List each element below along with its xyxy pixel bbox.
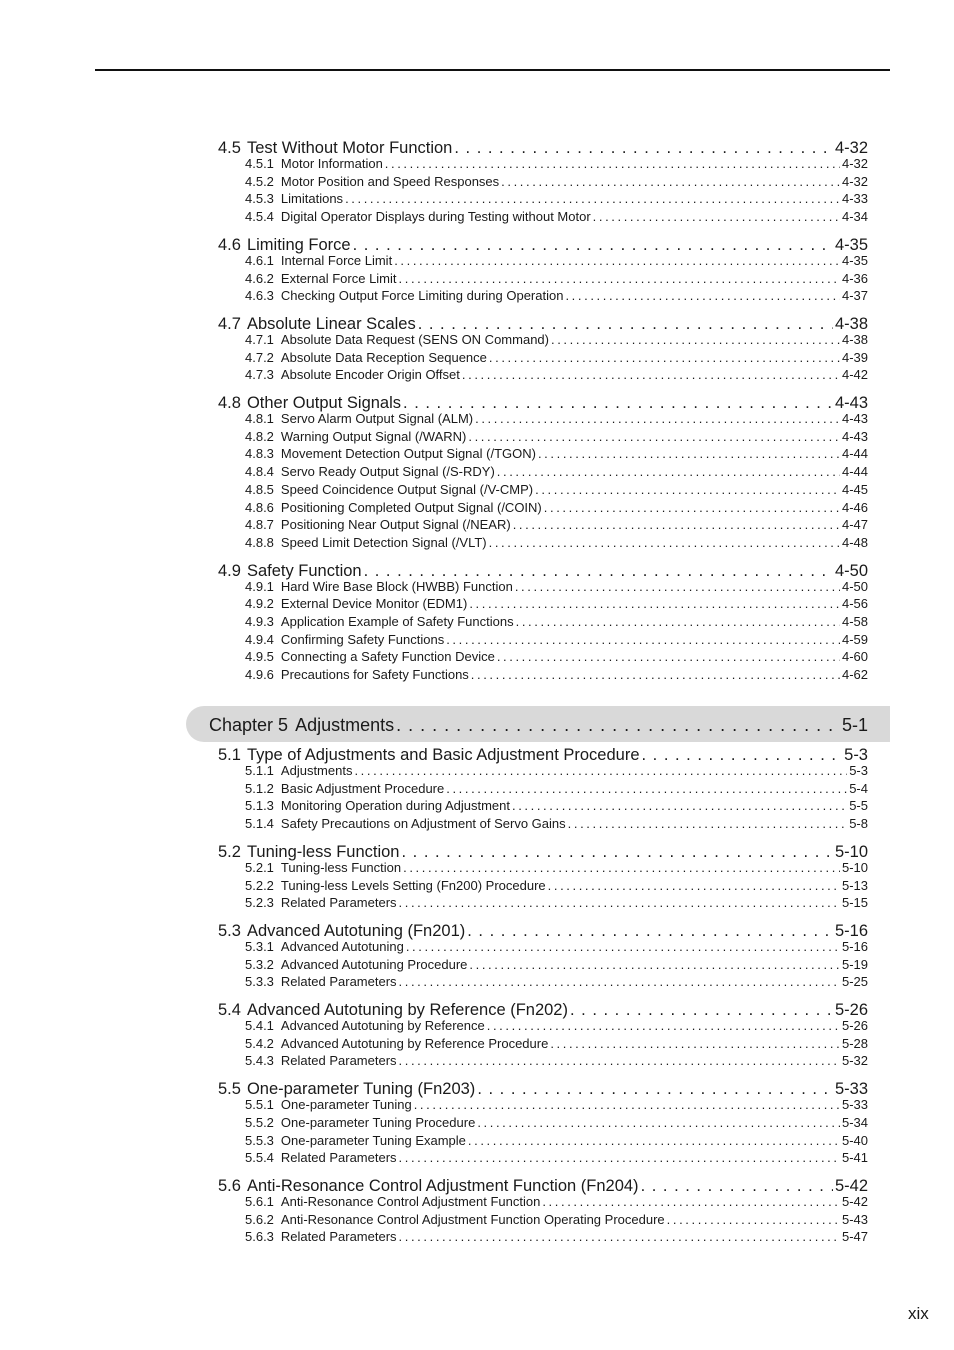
dot-leader bbox=[487, 1018, 840, 1034]
entry-page: 4-59 bbox=[841, 631, 868, 647]
entry-page: 5-42 bbox=[834, 1176, 868, 1195]
dot-leader bbox=[475, 411, 840, 427]
entry-title: One-parameter Tuning (Fn203) bbox=[246, 1080, 476, 1099]
entry-title: Related Parameters bbox=[280, 1150, 397, 1166]
entry-page: 5-34 bbox=[841, 1114, 868, 1130]
toc-subsection-entry[interactable] bbox=[245, 190, 868, 207]
entry-number: 4.8 bbox=[218, 394, 241, 412]
entry-number: 5.6.3 bbox=[245, 1229, 274, 1245]
entry-title: Movement Detection Output Signal (/TGON) bbox=[280, 446, 536, 462]
entry-title: Absolute Linear Scales bbox=[246, 314, 416, 333]
entry-title: Application Example of Safety Functions bbox=[280, 614, 514, 629]
entry-number: 4.8.1 bbox=[245, 411, 274, 426]
entry-title: Absolute Data Request (SENS ON Command) bbox=[280, 331, 549, 347]
entry-number: 5.2.3 bbox=[245, 895, 274, 911]
toc-subsection-entry[interactable] bbox=[245, 1035, 868, 1052]
dot-leader bbox=[497, 649, 840, 665]
entry-page: 5-3 bbox=[844, 746, 868, 764]
toc-subsection-entry[interactable] bbox=[245, 252, 868, 269]
entry-title: One-parameter Tuning bbox=[280, 1097, 412, 1113]
entry-title: Absolute Encoder Origin Offset bbox=[280, 367, 460, 383]
entry-page: 4-38 bbox=[841, 331, 868, 347]
entry-number: 4.5.3 bbox=[245, 191, 274, 207]
dot-leader bbox=[354, 763, 847, 779]
toc-subsection-entry[interactable] bbox=[245, 613, 868, 630]
entry-page: 4-37 bbox=[841, 288, 868, 304]
toc-chapter-entry[interactable] bbox=[209, 712, 868, 736]
entry-page: 4-39 bbox=[841, 349, 868, 365]
entry-title: Positioning Completed Output Signal (/COIN) bbox=[280, 499, 542, 515]
entry-page: 4-36 bbox=[841, 270, 868, 286]
dot-leader bbox=[489, 535, 840, 551]
toc-subsection-entry[interactable] bbox=[245, 666, 868, 683]
entry-page: 5-42 bbox=[841, 1193, 868, 1209]
entry-title: Tuning-less Levels Setting (Fn200) Procedure bbox=[280, 877, 546, 893]
toc-subsection-entry[interactable] bbox=[245, 173, 868, 190]
entry-title: Tuning-less Function bbox=[246, 842, 400, 861]
dot-leader bbox=[497, 464, 840, 480]
entry-number: 4.9.6 bbox=[245, 667, 274, 683]
entry-title: Anti-Resonance Control Adjustment Function (Fn204) bbox=[246, 1176, 639, 1195]
entry-title: Safety Precautions on Adjustment of Servo Gains bbox=[280, 816, 566, 832]
entry-page: 4-44 bbox=[841, 464, 868, 480]
entry-title: Advanced Autotuning by Reference (Fn202) bbox=[246, 1001, 568, 1019]
toc-subsection-entry[interactable] bbox=[245, 1052, 868, 1069]
entry-page: 4-56 bbox=[841, 596, 868, 612]
entry-title: Monitoring Operation during Adjustment bbox=[280, 798, 510, 814]
toc-subsection-entry[interactable] bbox=[245, 780, 868, 797]
entry-number: 5.3 bbox=[218, 921, 241, 940]
entry-number: 4.7.2 bbox=[245, 349, 274, 365]
dot-leader bbox=[394, 253, 840, 269]
entry-page: 4-50 bbox=[834, 561, 868, 580]
toc-subsection-entry[interactable] bbox=[245, 1017, 868, 1034]
entry-title: Motor Position and Speed Responses bbox=[280, 173, 500, 189]
entry-title: Servo Ready Output Signal (/S-RDY) bbox=[280, 464, 495, 480]
toc-subsection-entry[interactable] bbox=[245, 155, 868, 172]
toc-subsection-entry[interactable] bbox=[245, 366, 868, 383]
entry-page: 5-47 bbox=[841, 1229, 868, 1245]
toc-subsection-entry[interactable] bbox=[245, 1211, 868, 1228]
entry-page: 4-33 bbox=[841, 191, 868, 207]
entry-number: 4.9.1 bbox=[245, 578, 274, 594]
dot-leader bbox=[538, 446, 840, 462]
toc-subsection-entry[interactable] bbox=[245, 516, 868, 533]
entry-page: 4-38 bbox=[834, 314, 868, 333]
entry-title: External Force Limit bbox=[280, 270, 397, 286]
entry-page: 4-42 bbox=[841, 367, 868, 383]
entry-page: 5-10 bbox=[841, 859, 868, 875]
entry-number: 4.7.1 bbox=[245, 331, 274, 347]
entry-title: One-parameter Tuning Procedure bbox=[280, 1114, 476, 1130]
entry-number: 4.6.1 bbox=[245, 252, 274, 268]
entry-page: 5-43 bbox=[841, 1211, 868, 1227]
dot-leader bbox=[403, 860, 840, 876]
entry-page: 5-26 bbox=[834, 1001, 868, 1019]
entry-title: Precautions for Safety Functions bbox=[280, 667, 469, 683]
toc-subsection-entry[interactable] bbox=[245, 1228, 868, 1245]
entry-page: 5-33 bbox=[841, 1097, 868, 1113]
dot-leader bbox=[399, 895, 840, 911]
entry-number: 4.8.4 bbox=[245, 464, 274, 480]
toc-subsection-entry[interactable] bbox=[245, 1114, 868, 1131]
toc-subsection-entry[interactable] bbox=[245, 1193, 868, 1210]
entry-title: Servo Alarm Output Signal (ALM) bbox=[280, 411, 474, 426]
entry-number: 5.3.2 bbox=[245, 956, 274, 972]
entry-number: 5.3.3 bbox=[245, 974, 274, 990]
dot-leader bbox=[516, 614, 840, 630]
dot-leader bbox=[406, 939, 840, 955]
entry-number: 5.5.1 bbox=[245, 1097, 274, 1113]
entry-page: 5-15 bbox=[841, 895, 868, 911]
entry-number: 5.3.1 bbox=[245, 938, 274, 954]
entry-title: Advanced Autotuning bbox=[280, 938, 404, 954]
entry-number: 5.5.2 bbox=[245, 1114, 274, 1130]
dot-leader bbox=[399, 974, 840, 990]
dot-leader bbox=[513, 517, 840, 533]
toc-subsection-entry[interactable] bbox=[245, 481, 868, 498]
dot-leader bbox=[535, 482, 840, 498]
entry-title: Adjustments bbox=[280, 763, 353, 778]
entry-number: 5.6 bbox=[218, 1176, 241, 1195]
dot-leader bbox=[468, 1133, 840, 1149]
entry-number: 4.5.1 bbox=[245, 156, 274, 171]
chapter-title: Adjustments bbox=[295, 715, 395, 735]
entry-title: Connecting a Safety Function Device bbox=[280, 649, 495, 665]
dot-leader bbox=[551, 332, 840, 348]
dot-leader bbox=[568, 816, 848, 832]
entry-number: 5.5.3 bbox=[245, 1132, 274, 1148]
entry-number: 5.2.2 bbox=[245, 877, 274, 893]
entry-title: Related Parameters bbox=[280, 1229, 397, 1245]
entry-title: Related Parameters bbox=[280, 974, 397, 990]
toc-subsection-entry[interactable] bbox=[245, 815, 868, 832]
entry-number: 4.6.2 bbox=[245, 270, 274, 286]
entry-number: 5.4.2 bbox=[245, 1035, 274, 1051]
dot-leader bbox=[468, 429, 840, 445]
entry-number: 4.5.2 bbox=[245, 173, 274, 189]
dot-leader bbox=[550, 1036, 840, 1052]
entry-number: 5.6.1 bbox=[245, 1193, 274, 1209]
entry-number: 5.4.1 bbox=[245, 1018, 274, 1033]
entry-title: Speed Limit Detection Signal (/VLT) bbox=[280, 534, 487, 550]
entry-title: Advanced Autotuning Procedure bbox=[280, 956, 468, 972]
entry-number: 4.9.3 bbox=[245, 614, 274, 629]
dot-leader bbox=[345, 191, 840, 207]
dot-leader bbox=[593, 209, 840, 225]
dot-leader bbox=[565, 288, 840, 304]
chapter-page: 5-1 bbox=[841, 715, 868, 735]
entry-number: 4.7.3 bbox=[245, 367, 274, 383]
toc-subsection-entry[interactable] bbox=[245, 877, 868, 894]
entry-page: 5-19 bbox=[841, 956, 868, 972]
entry-page: 4-43 bbox=[841, 428, 868, 444]
entry-number: 5.1.1 bbox=[245, 763, 274, 778]
dot-leader bbox=[477, 1115, 840, 1131]
entry-title: Warning Output Signal (/WARN) bbox=[280, 428, 467, 444]
dot-leader bbox=[489, 350, 840, 366]
entry-page: 4-32 bbox=[834, 139, 868, 157]
entry-number: 4.8.7 bbox=[245, 517, 274, 533]
entry-title: Confirming Safety Functions bbox=[280, 631, 445, 647]
toc-subsection-entry[interactable] bbox=[245, 463, 868, 480]
entry-page: 4-43 bbox=[841, 411, 868, 426]
entry-title: Checking Output Force Limiting during Operation bbox=[280, 288, 564, 304]
entry-number: 5.1.4 bbox=[245, 816, 274, 832]
entry-number: 4.8.6 bbox=[245, 499, 274, 515]
toc-subsection-entry[interactable] bbox=[245, 648, 868, 665]
dot-leader bbox=[501, 174, 840, 190]
entry-page: 4-50 bbox=[841, 578, 868, 594]
dot-leader bbox=[471, 667, 840, 683]
entry-page: 5-5 bbox=[849, 798, 868, 814]
entry-title: Advanced Autotuning by Reference bbox=[280, 1018, 485, 1033]
entry-title: Type of Adjustments and Basic Adjustment Procedure bbox=[246, 746, 640, 764]
entry-title: External Device Monitor (EDM1) bbox=[280, 596, 468, 612]
entry-title: Limiting Force bbox=[246, 235, 351, 254]
entry-page: 4-44 bbox=[841, 446, 868, 462]
entry-page: 4-32 bbox=[841, 156, 868, 171]
dot-leader bbox=[469, 957, 840, 973]
entry-page: 4-47 bbox=[841, 517, 868, 533]
entry-title: One-parameter Tuning Example bbox=[280, 1132, 466, 1148]
dot-leader bbox=[542, 1194, 840, 1210]
toc-subsection-entry[interactable] bbox=[245, 578, 868, 595]
chapter-label: Chapter 5 bbox=[209, 715, 289, 735]
toc-subsection-entry[interactable] bbox=[245, 956, 868, 973]
entry-number: 4.5.4 bbox=[245, 209, 274, 225]
toc-subsection-entry[interactable] bbox=[245, 595, 868, 612]
entry-page: 5-3 bbox=[849, 763, 868, 778]
entry-number: 5.6.2 bbox=[245, 1211, 274, 1227]
entry-page: 5-13 bbox=[841, 877, 868, 893]
entry-title: Test Without Motor Function bbox=[246, 139, 453, 157]
entry-title: Positioning Near Output Signal (/NEAR) bbox=[280, 517, 511, 533]
toc-subsection-entry[interactable] bbox=[245, 938, 868, 955]
toc-subsection-entry[interactable] bbox=[245, 445, 868, 462]
dot-leader bbox=[396, 714, 840, 736]
entry-title: Motor Information bbox=[280, 156, 383, 171]
dot-leader bbox=[414, 1097, 840, 1113]
entry-page: 4-35 bbox=[834, 235, 868, 254]
entry-number: 4.5 bbox=[218, 139, 241, 157]
entry-page: 5-16 bbox=[841, 938, 868, 954]
toc-subsection-entry[interactable] bbox=[245, 410, 868, 427]
toc-subsection-entry[interactable] bbox=[245, 1132, 868, 1149]
toc-subsection-entry[interactable] bbox=[245, 894, 868, 911]
dot-leader bbox=[544, 500, 840, 516]
entry-page: 4-62 bbox=[841, 667, 868, 683]
toc-subsection-entry[interactable] bbox=[245, 973, 868, 990]
entry-page: 5-10 bbox=[834, 842, 868, 861]
entry-page: 5-41 bbox=[841, 1150, 868, 1166]
toc-subsection-entry[interactable] bbox=[245, 631, 868, 648]
entry-number: 5.1 bbox=[218, 746, 241, 764]
dot-leader bbox=[446, 781, 847, 797]
entry-page: 4-43 bbox=[834, 394, 868, 412]
toc-subsection-entry[interactable] bbox=[245, 208, 868, 225]
dot-leader bbox=[399, 271, 840, 287]
dot-leader bbox=[469, 596, 840, 612]
entry-title: Related Parameters bbox=[280, 1053, 397, 1069]
entry-title: Limitations bbox=[280, 191, 344, 207]
dot-leader bbox=[515, 579, 840, 595]
entry-title: Anti-Resonance Control Adjustment Function bbox=[280, 1193, 541, 1209]
entry-page: 4-48 bbox=[841, 534, 868, 550]
page-number: xix bbox=[908, 1304, 929, 1323]
entry-page: 4-46 bbox=[841, 499, 868, 515]
entry-number: 5.5 bbox=[218, 1080, 241, 1099]
toc-subsection-entry[interactable] bbox=[245, 287, 868, 304]
toc-subsection-entry[interactable] bbox=[245, 797, 868, 814]
toc-subsection-entry[interactable] bbox=[245, 428, 868, 445]
toc-subsection-entry[interactable] bbox=[245, 1149, 868, 1166]
entry-title: Basic Adjustment Procedure bbox=[280, 780, 445, 796]
entry-title: Other Output Signals bbox=[246, 394, 402, 412]
entry-title: Advanced Autotuning (Fn201) bbox=[246, 921, 466, 940]
entry-number: 4.6.3 bbox=[245, 288, 274, 304]
entry-page: 5-4 bbox=[849, 780, 868, 796]
entry-page: 5-16 bbox=[834, 921, 868, 940]
dot-leader bbox=[399, 1053, 840, 1069]
entry-title: Speed Coincidence Output Signal (/V-CMP) bbox=[280, 481, 534, 497]
toc-subsection-entry[interactable] bbox=[245, 331, 868, 348]
toc-subsection-entry[interactable] bbox=[245, 859, 868, 876]
dot-leader bbox=[446, 632, 840, 648]
entry-number: 4.8.3 bbox=[245, 446, 274, 462]
entry-number: 5.2.1 bbox=[245, 859, 274, 875]
entry-number: 4.9.4 bbox=[245, 631, 274, 647]
entry-page: 4-45 bbox=[841, 481, 868, 497]
entry-title: Safety Function bbox=[246, 561, 362, 580]
entry-number: 4.8.2 bbox=[245, 428, 274, 444]
entry-title: Absolute Data Reception Sequence bbox=[280, 349, 487, 365]
dot-leader bbox=[462, 367, 840, 383]
entry-page: 4-35 bbox=[841, 252, 868, 268]
dot-leader bbox=[385, 156, 840, 172]
dot-leader bbox=[548, 878, 840, 894]
entry-title: Digital Operator Displays during Testing without Motor bbox=[280, 209, 591, 225]
entry-number: 4.9.5 bbox=[245, 649, 274, 665]
entry-page: 5-32 bbox=[841, 1053, 868, 1069]
toc-subsection-entry[interactable] bbox=[245, 499, 868, 516]
dot-leader bbox=[512, 798, 847, 814]
dot-leader bbox=[667, 1212, 840, 1228]
entry-page: 5-33 bbox=[834, 1080, 868, 1099]
entry-page: 5-8 bbox=[849, 816, 868, 832]
entry-page: 5-40 bbox=[841, 1132, 868, 1148]
entry-title: Hard Wire Base Block (HWBB) Function bbox=[280, 578, 513, 594]
entry-title: Related Parameters bbox=[280, 895, 397, 911]
entry-title: Anti-Resonance Control Adjustment Function Operating Procedure bbox=[280, 1211, 665, 1227]
entry-number: 5.5.4 bbox=[245, 1150, 274, 1166]
entry-page: 5-28 bbox=[841, 1035, 868, 1051]
entry-title: Tuning-less Function bbox=[280, 859, 402, 875]
entry-page: 4-32 bbox=[841, 173, 868, 189]
toc-subsection-entry[interactable] bbox=[245, 270, 868, 287]
entry-page: 4-60 bbox=[841, 649, 868, 665]
entry-title: Advanced Autotuning by Reference Procedure bbox=[280, 1035, 549, 1051]
entry-number: 5.2 bbox=[218, 842, 241, 861]
entry-page: 5-25 bbox=[841, 974, 868, 990]
entry-title: Internal Force Limit bbox=[280, 252, 393, 268]
top-rule bbox=[95, 69, 890, 71]
toc-subsection-entry[interactable] bbox=[245, 1096, 868, 1113]
entry-page: 4-34 bbox=[841, 209, 868, 225]
entry-number: 4.7 bbox=[218, 314, 241, 333]
dot-leader bbox=[399, 1150, 840, 1166]
toc-subsection-entry[interactable] bbox=[245, 534, 868, 551]
toc-subsection-entry[interactable] bbox=[245, 762, 868, 779]
entry-number: 5.1.3 bbox=[245, 798, 274, 814]
entry-number: 5.4.3 bbox=[245, 1053, 274, 1069]
dot-leader bbox=[399, 1229, 840, 1245]
entry-page: 4-58 bbox=[841, 614, 868, 629]
entry-number: 4.8.5 bbox=[245, 481, 274, 497]
entry-number: 4.8.8 bbox=[245, 534, 274, 550]
entry-number: 4.9 bbox=[218, 561, 241, 580]
entry-page: 5-26 bbox=[841, 1018, 868, 1033]
entry-number: 5.4 bbox=[218, 1001, 241, 1019]
entry-number: 4.6 bbox=[218, 235, 241, 254]
entry-number: 4.9.2 bbox=[245, 596, 274, 612]
toc-subsection-entry[interactable] bbox=[245, 349, 868, 366]
entry-number: 5.1.2 bbox=[245, 780, 274, 796]
